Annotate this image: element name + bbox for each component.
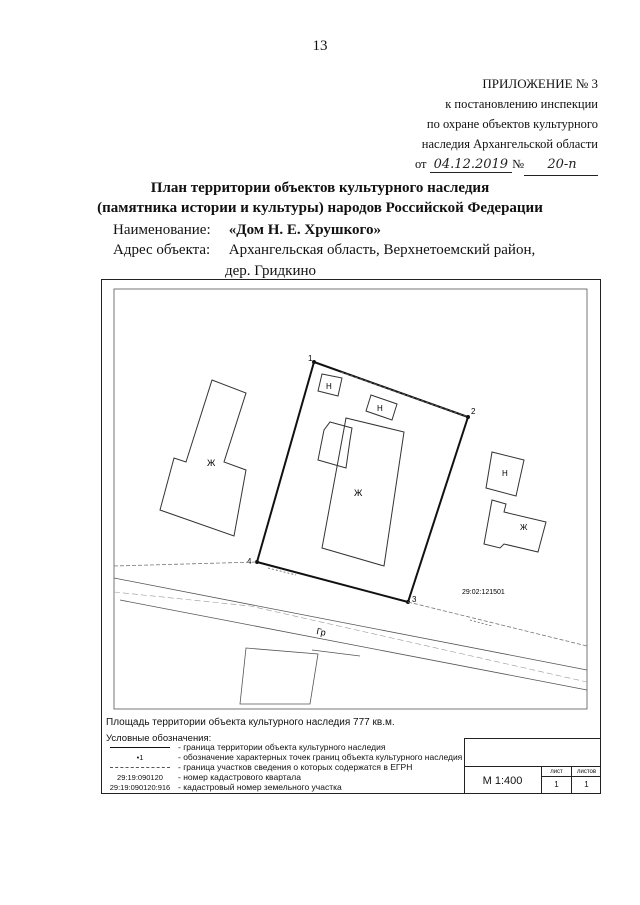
road-edge-top-right [408,602,587,646]
legend-symbol-solid-line [106,742,174,752]
legend-symbol-cadastral: 29:19:090120:916 [109,782,171,792]
sheet-value: 1 [554,780,559,789]
building-bottom-left [240,648,318,704]
building-right-residential [484,500,546,552]
territory-area-text: Площадь территории объекта культурного наследия 777 кв.м. [106,717,395,728]
sheets-value: 1 [584,780,589,789]
object-name-value: «Дом Н. Е. Хрушкого» [228,222,381,238]
handwritten-date: 04.12.2019 [430,157,512,173]
sheet-label: лист [542,767,571,777]
document-title-line-2: (памятника истории и культуры) народов Российской Федерации [97,200,543,216]
object-address-line-1: Архангельская область, Верхнетоемский район, [228,242,536,258]
legend-symbol-quarter: 29:19:090120 [117,772,163,782]
legend-row-points [106,752,466,762]
legend-symbol-point: •1 [136,752,144,762]
legend-row-quarter [106,772,466,782]
legend-symbol-dashed-line [106,762,174,772]
sheets-cell [572,766,601,794]
legend-row-parcel [106,762,466,772]
building-right-n-label: Н [502,469,508,478]
legend-text: - граница участков сведения о которых содержатся в ЕГРН [178,762,413,772]
road-edge-upper [114,578,587,670]
main-house-label: Ж [354,488,363,498]
scale-value: М 1:400 [464,766,542,794]
building-left-label: Ж [207,458,216,468]
legend-title: Условные обозначения: [106,733,212,744]
fence-line-bottom [312,650,360,656]
appendix-line-1: к постановлению инспекции [445,97,598,111]
road-marker-right [470,620,492,626]
point-label-1: 1 [308,354,313,363]
main-house [322,418,404,566]
territory-boundary [257,362,468,602]
legend-text: - обозначение характерных точек границ объекта культурного наследия [178,752,463,762]
point-label-3: 3 [412,595,417,604]
legend-row-boundary [106,742,466,752]
appendix-line-2: по охране объектов культурного [426,117,598,131]
road-label: Гр [315,626,327,638]
number-prefix: № [512,157,524,171]
legend-text: - граница территории объекта культурного наследия [178,742,386,752]
building-left-residential [160,380,246,536]
legend-text: - кадастровый номер земельного участка [178,782,342,792]
object-address-label: Адрес объекта: [113,242,211,258]
map-inner-frame [114,289,587,709]
building-n-1-label: Н [326,382,332,391]
building-right-residential-label: Ж [520,523,528,532]
road-edge-top-left [114,562,257,566]
document-title-line-1: План территории объектов культурного наследия [150,180,490,196]
cadastral-quarter-label: 29:02:121501 [462,589,505,596]
appendix-title: ПРИЛОЖЕНИЕ № 3 [482,76,598,91]
date-prefix: от [414,157,427,171]
main-house-annex [318,422,352,468]
boundary-point-1 [312,360,316,364]
legend [106,742,466,792]
road-edge-lower [120,600,587,690]
object-name-label: Наименование: [113,222,211,238]
road-center-line [114,592,587,682]
handwritten-number: 20-п [524,155,598,176]
legend-row-cadastral [106,782,466,792]
boundary-point-2 [466,415,470,419]
appendix-line-3: наследия Архангельской области [421,137,598,151]
legend-text: - номер кадастрового квартала [178,772,301,782]
point-label-4: 4 [247,557,252,566]
point-label-2: 2 [471,407,476,416]
sheet-cell [542,766,572,794]
page-number: 13 [312,38,328,54]
object-address-line-2: дер. Гридкино [225,263,317,279]
sheets-label: листов [572,767,601,777]
building-n-2-label: Н [377,404,383,413]
